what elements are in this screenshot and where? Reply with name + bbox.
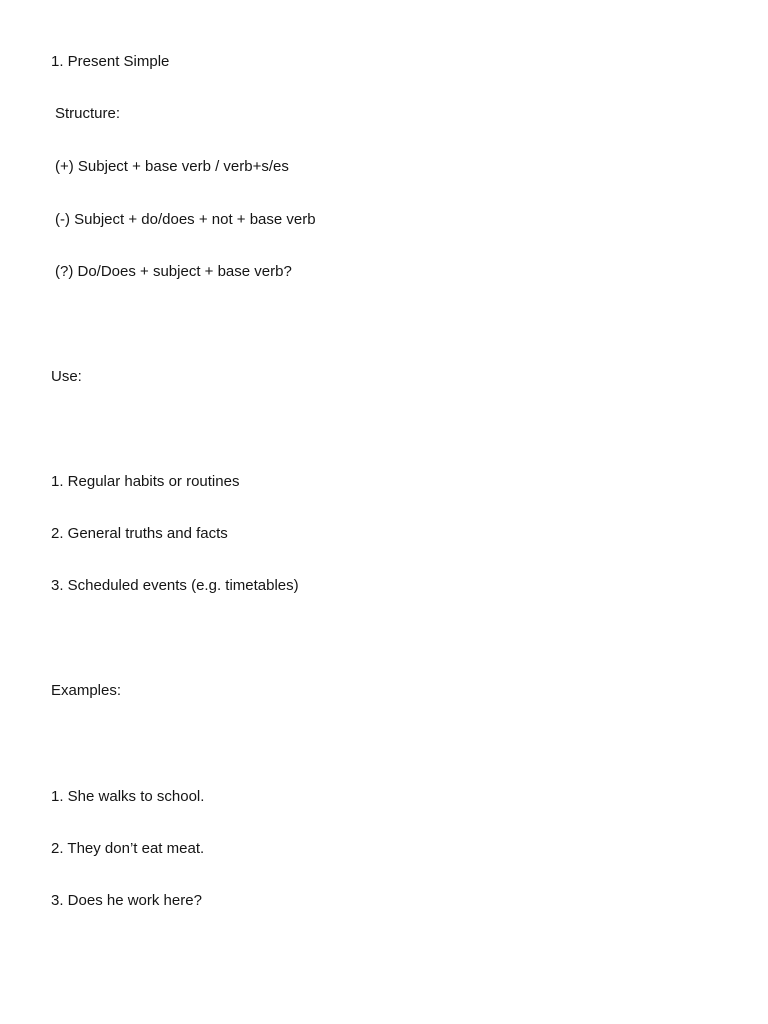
example-item: 3. Does he work here? — [51, 892, 202, 909]
example-item: 1. She walks to school. — [51, 788, 205, 805]
use-item: 3. Scheduled events (e.g. timetables) — [51, 577, 299, 594]
use-label: Use: — [51, 368, 82, 385]
use-item: 2. General truths and facts — [51, 525, 228, 542]
structure-line-positive: (+) Subject + base verb / verb+s/es — [55, 158, 289, 175]
structure-label: Structure: — [55, 105, 121, 122]
section-heading: 1. Present Simple — [51, 53, 170, 70]
structure-line-negative: (-) Subject + do/does + not + base verb — [55, 211, 316, 228]
structure-line-question: (?) Do/Does + subject + base verb? — [55, 263, 292, 280]
examples-label: Examples: — [51, 682, 122, 699]
use-item: 1. Regular habits or routines — [51, 473, 240, 490]
example-item: 2. They don’t eat meat. — [51, 840, 205, 857]
